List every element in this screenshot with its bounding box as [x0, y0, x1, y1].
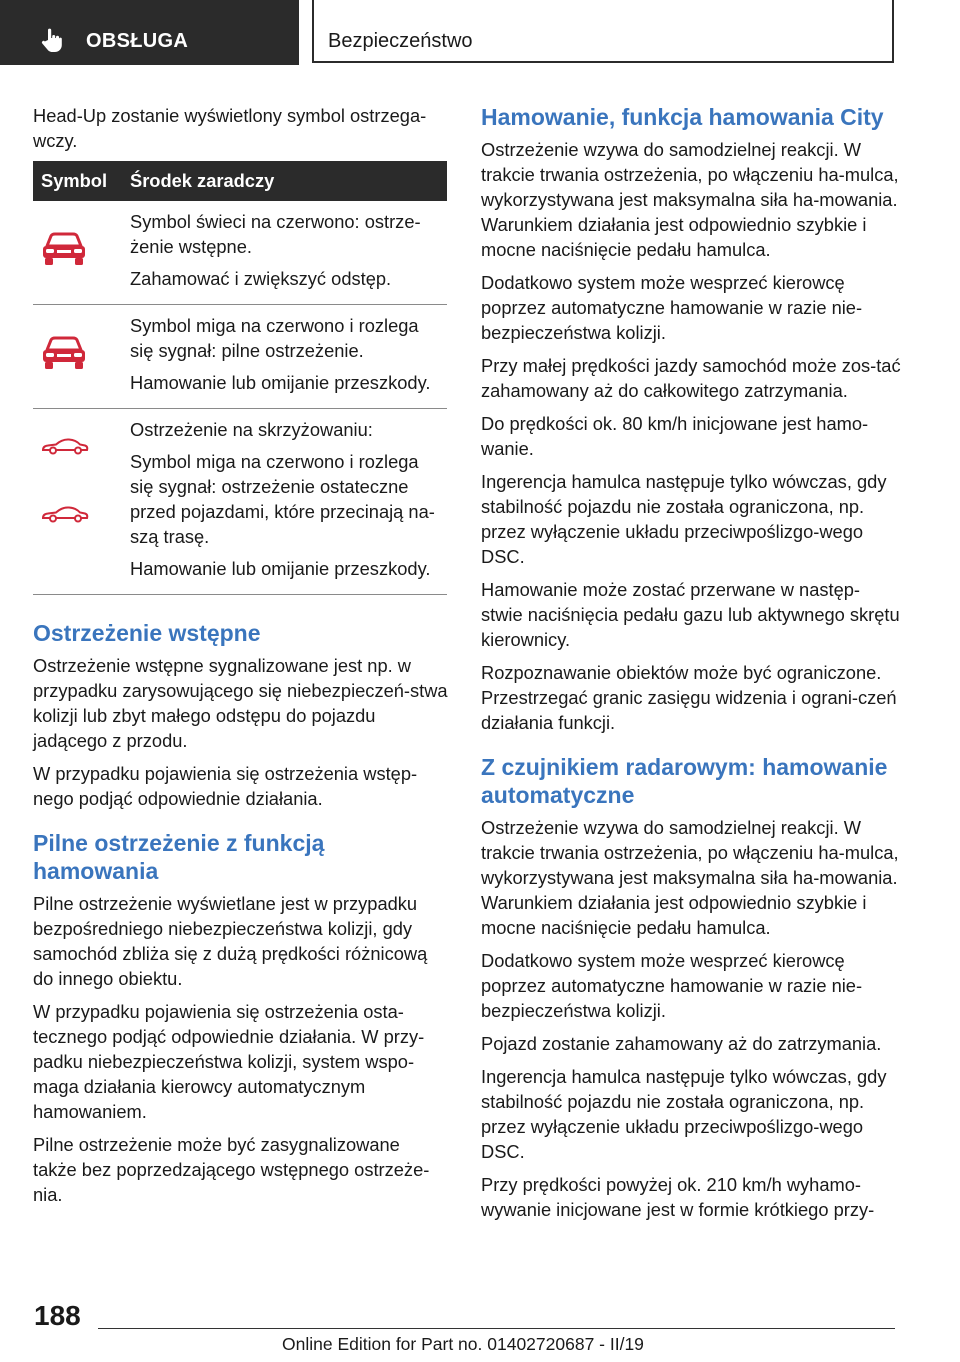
table-cell-symbol — [33, 305, 126, 409]
table-cell-remedy — [126, 305, 447, 409]
page-number: 188 — [34, 1300, 81, 1331]
paragraph: Przy prędkości powyżej ok. 210 km/h wyhamo-wywanie inicjowane jest w formie krótkiego przy- — [481, 1174, 875, 1220]
chapter-tab — [312, 0, 894, 63]
paragraph: Rozpoznawanie obiektów może być ograniczone. Przestrzegać granic zasięgu widzenia i ograni-czeń działania funkcji. — [481, 662, 897, 733]
section-title: OBSŁUGA — [86, 30, 189, 52]
remedy-line: Hamowanie lub omijanie przeszkody. — [130, 558, 431, 579]
paragraph: Ingerencja hamulca następuje tylko wówczas, gdy stabilność pojazdu nie została ograniczona, np. przez wyłączenie układu przeciwpoślizgo-wego DSC. — [481, 1066, 887, 1162]
right-column — [481, 103, 901, 1230]
remedy-line: Hamowanie lub omijanie przeszkody. — [130, 372, 431, 393]
table-cell-remedy — [126, 409, 447, 595]
symbol-table — [33, 161, 447, 595]
table-header-remedy: Środek zaradczy — [126, 161, 447, 201]
heading-urgent-warning: Pilne ostrzeżenie z funkcją hamowania — [33, 830, 325, 884]
heading-city-braking: Hamowanie, funkcja hamowania City — [481, 104, 884, 130]
paragraph: W przypadku pojawienia się ostrzeżenia wstęp-nego podjąć odpowiednie działania. — [33, 763, 418, 809]
paragraph: Ostrzeżenie wstępne sygnalizowane jest np. w przypadku zarysowującego się niebezpieczeń-stwa kolizji lub zbyt małego odstępu do pojazdu jadącego z przodu. — [33, 655, 448, 751]
paragraph: Ingerencja hamulca następuje tylko wówczas, gdy stabilność pojazdu nie została ograniczona, np. przez wyłączenie układu przeciwpoślizgo-wego DSC. — [481, 471, 887, 567]
table-row — [33, 409, 447, 595]
paragraph: Dodatkowo system może wesprzeć kierowcę poprzez automatyczne hamowanie w razie nie-bezpieczeństwa kolizji. — [481, 950, 863, 1021]
table-cell-symbol — [33, 409, 126, 595]
hand-icon — [40, 27, 64, 53]
paragraph: Pilne ostrzeżenie wyświetlane jest w przypadku bezpośredniego niebezpieczeństwa kolizji, gdy samochód zbliża się z dużą prędkości różnicową do innego obiektu. — [33, 893, 428, 989]
table-row — [33, 305, 447, 409]
car-side-warning-icon — [41, 505, 89, 523]
paragraph: Dodatkowo system może wesprzeć kierowcę poprzez automatyczne hamowanie w razie nie-bezpieczeństwa kolizji. — [481, 272, 863, 343]
table-cell-remedy — [126, 201, 447, 305]
paragraph: Ostrzeżenie wzywa do samodzielnej reakcji. W trakcie trwania ostrzeżenia, po włączeniu ha-mulca, wykorzystywana jest maksymalna siła ha-mowania. Warunkiem działania jest odpowiednio szybkie i mocne naciśnięcie pedału hamulca. — [481, 139, 899, 260]
section-tab — [0, 0, 299, 65]
paragraph: Ostrzeżenie wzywa do samodzielnej reakcji. W trakcie trwania ostrzeżenia, po włączeniu ha-mulca, wykorzystywana jest maksymalna siła ha-mowania. Warunkiem działania jest odpowiednio szybkie i mocne naciśnięcie pedału hamulca. — [481, 817, 899, 938]
table-header-row — [33, 161, 447, 201]
car-front-warning-icon — [41, 231, 87, 267]
intro-paragraph: Head-Up zostanie wyświetlony symbol ostrzega-wczy. — [33, 105, 427, 151]
table-header-symbol: Symbol — [33, 161, 126, 201]
table-row — [33, 201, 447, 305]
remedy-line: Symbol miga na czerwono i rozlega się sygnał: pilne ostrzeżenie. — [130, 315, 419, 361]
chapter-title: Bezpieczeństwo — [328, 30, 473, 52]
remedy-line: Ostrzeżenie na skrzyżowaniu: — [130, 419, 373, 440]
car-front-warning-icon — [41, 335, 87, 371]
heading-pre-warning: Ostrzeżenie wstępne — [33, 620, 261, 646]
footer-divider — [98, 1328, 895, 1329]
edition-note: Online Edition for Part no. 01402720687 - II/19 — [282, 1334, 644, 1354]
remedy-line: Zahamować i zwiększyć odstęp. — [130, 268, 392, 289]
paragraph: Do prędkości ok. 80 km/h inicjowane jest hamo-wanie. — [481, 413, 869, 459]
paragraph: Pilne ostrzeżenie może być zasygnalizowane także bez poprzedzającego wstępnego ostrzeże-nia. — [33, 1134, 430, 1205]
heading-radar-braking: Z czujnikiem radarowym: hamowanie automatyczne — [481, 754, 888, 808]
paragraph: W przypadku pojawienia się ostrzeżenia osta-tecznego podjąć odpowiednie działania. W przy-padku niebezpieczeństwa kolizji, system wspo-maga działania kierowcy automatycznym hamowaniem. — [33, 1001, 425, 1122]
paragraph: Pojazd zostanie zahamowany aż do zatrzymania. — [481, 1033, 882, 1054]
car-side-warning-icon — [41, 437, 89, 455]
paragraph: Hamowanie może zostać przerwane w następ-stwie naciśnięcia pedału gazu lub aktywnego skrętu kierownicy. — [481, 579, 900, 650]
remedy-line: Symbol świeci na czerwono: ostrze-żenie wstępne. — [130, 211, 421, 257]
left-column — [33, 103, 448, 1215]
table-cell-symbol — [33, 201, 126, 305]
paragraph: Przy małej prędkości jazdy samochód może zos-tać zahamowany aż do całkowitego zatrzymania. — [481, 355, 901, 401]
remedy-line: Symbol miga na czerwono i rozlega się sygnał: ostrzeżenie ostateczne przed pojazdami, które przecinają na-szą trasę. — [130, 451, 435, 547]
